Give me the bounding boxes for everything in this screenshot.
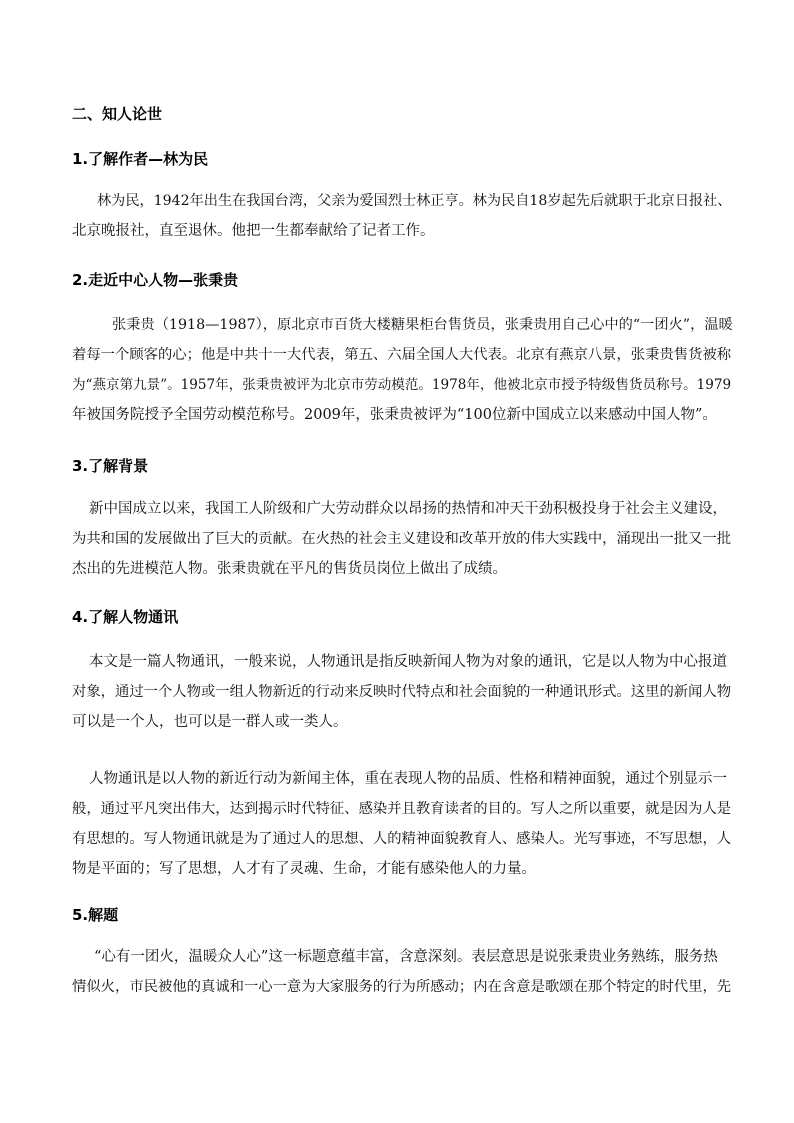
paragraph-line: 张秉贵（1918—1987），原北京市百货大楼糖果柜台售货员，张秉贵用自己心中的“一团火”，温暖 — [112, 317, 733, 333]
paragraph-line: 物是平面的；写了思想，人才有了灵魂、生命，才能有感染他人的力量。 — [72, 861, 536, 877]
paragraph-personal-report — [72, 647, 732, 737]
paragraph-line: 林为民，1942年出生在我国台湾，父亲为爱国烈士林正亨。林为民自18岁起先后就职于北京日报社、 — [97, 193, 732, 209]
paragraph-line: “心有一团火，温暖众人心”这一标题意蕴丰富，含意深刻。表层意思是说张秉贵业务熟练，服务热 — [94, 949, 718, 965]
heading-personal-report: 4.了解人物通讯 — [72, 608, 179, 626]
section-title: 二、知人论世 — [72, 105, 163, 123]
paragraph-background — [72, 494, 732, 584]
paragraph-line: 对象，通过一个人物或一组人物新近的行动来反映时代特点和社会面貌的一种通讯形式。这里的新闻人物 — [72, 684, 732, 700]
heading-title-analysis: 5.解题 — [72, 906, 119, 924]
paragraph-line: 为“燕京第九景”。1957年，张秉贵被评为北京市劳动模范。1978年，他被北京市授予特级售货员称号。1979 — [72, 377, 732, 393]
paragraph-line: 般，通过平凡突出伟大，达到揭示时代特征、感染并且教育读者的目的。写人之所以重要，就是因为人是 — [72, 801, 732, 817]
paragraph-line: 有思想的。写人物通讯就是为了通过人的思想、人的精神面貌教育人、感染人。光写事迹，不写思想，人 — [72, 831, 732, 847]
heading-background: 3.了解背景 — [72, 457, 149, 475]
heading-author: 1.了解作者—林为民 — [72, 150, 209, 168]
paragraph-line: 人物通讯是以人物的新近行动为新闻主体，重在表现人物的品质、性格和精神面貌，通过个别显示一 — [89, 771, 727, 787]
paragraph-line: 杰出的先进模范人物。张秉贵就在平凡的售货员岗位上做出了成绩。 — [72, 561, 507, 577]
paragraph-central-figure — [72, 310, 732, 430]
paragraph-line: 为共和国的发展做出了巨大的贡献。在火热的社会主义建设和改革开放的伟大实践中，涌现出一批又一批 — [72, 531, 732, 547]
paragraph-line: 情似火，市民被他的真诚和一心一意为大家服务的行为所感动；内在含意是歌颂在那个特定的时代里，先 — [72, 979, 732, 995]
paragraph-line: 本文是一篇人物通讯，一般来说，人物通讯是指反映新闻人物为对象的通讯，它是以人物为中心报道 — [89, 654, 727, 670]
paragraph-line: 年被国务院授予全国劳动模范称号。2009年，张秉贵被评为“100位新中国成立以来感动中国人物”。 — [72, 407, 717, 423]
paragraph-personal-report-2 — [72, 764, 732, 884]
paragraph-line: 着每一个顾客的心；他是中共十一大代表，第五、六届全国人大代表。北京有燕京八景，张秉贵售货被称 — [72, 347, 732, 363]
paragraph-title-analysis — [72, 942, 732, 1002]
paragraph-author — [72, 186, 732, 246]
heading-central-figure: 2.走近中心人物—张秉贵 — [72, 271, 239, 289]
paragraph-line: 北京晚报社，直至退休。他把一生都奉献给了记者工作。 — [72, 223, 435, 239]
paragraph-line: 可以是一个人，也可以是一群人或一类人。 — [72, 714, 348, 730]
paragraph-line: 新中国成立以来，我国工人阶级和广大劳动群众以昂扬的热情和冲天干劲积极投身于社会主义建设， — [89, 501, 727, 517]
